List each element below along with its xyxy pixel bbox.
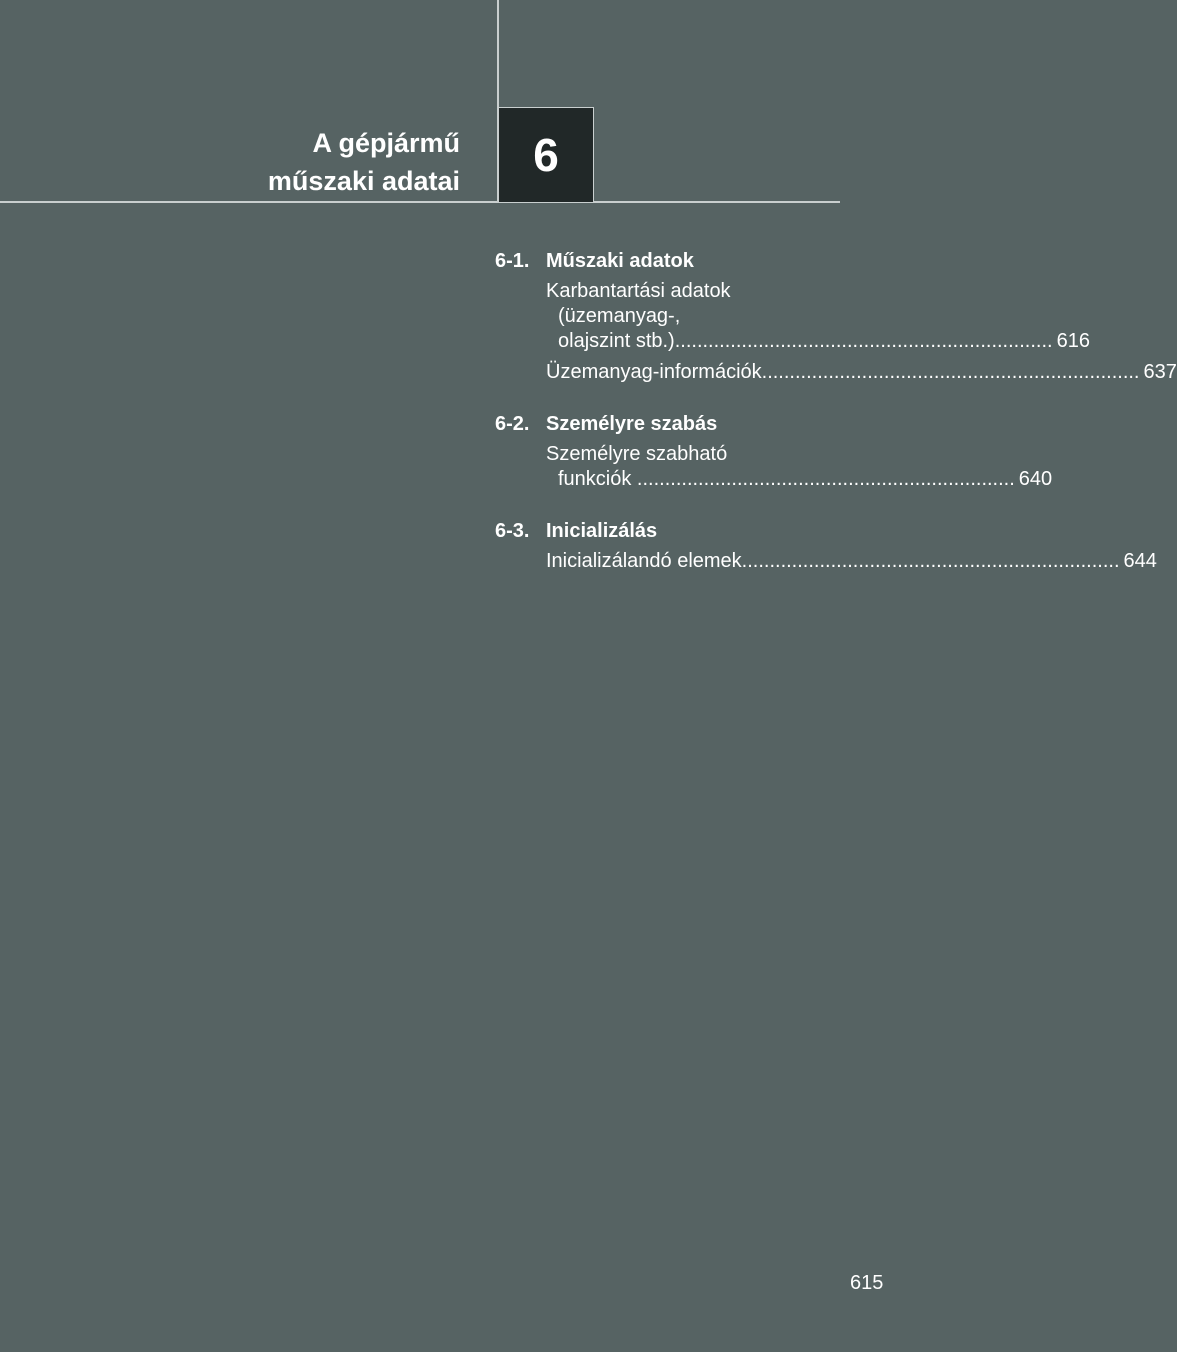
toc-entry[interactable] — [546, 360, 1177, 385]
section-number: 6-3. — [495, 520, 530, 542]
toc-entry[interactable] — [546, 279, 1090, 354]
section-heading[interactable] — [495, 246, 840, 276]
section-title: Műszaki adatok — [546, 250, 694, 272]
entry-text-line: (üzemanyag-, — [558, 305, 681, 327]
toc-section-6-3 — [495, 516, 1157, 574]
header-horizontal-rule — [0, 201, 840, 203]
entry-text-line: Karbantartási adatok — [546, 280, 731, 302]
chapter-title — [268, 124, 460, 200]
dot-leader: .................................................................... — [674, 330, 1053, 352]
section-title: Inicializálás — [546, 520, 658, 542]
entry-page-number: 640 — [1018, 468, 1053, 490]
toc-section-6-2 — [495, 409, 1053, 492]
entry-page-number: 637 — [1143, 361, 1177, 383]
entry-last-line — [546, 549, 1157, 574]
chapter-title-line-1: A gépjármű — [312, 128, 460, 158]
section-heading[interactable] — [495, 409, 840, 439]
section-number: 6-1. — [495, 250, 530, 272]
entry-text-line: Üzemanyag-információk — [546, 361, 762, 383]
dot-leader: .................................................................... — [631, 468, 1015, 490]
section-title: Személyre szabás — [546, 413, 718, 435]
toc-entry[interactable] — [546, 442, 1053, 492]
entry-text-line: Inicializálandó elemek — [546, 550, 742, 572]
entry-text-line: olajszint stb.) — [558, 330, 675, 352]
page-number: 615 — [850, 1272, 884, 1294]
entry-last-line — [546, 360, 1177, 385]
toc-section-6-1 — [495, 246, 1177, 385]
chapter-title-line-2: műszaki adatai — [267, 166, 460, 196]
section-number: 6-2. — [495, 413, 530, 435]
dot-leader: .................................................................... — [741, 550, 1120, 572]
dot-leader: .................................................................... — [761, 361, 1140, 383]
section-heading[interactable] — [495, 516, 840, 546]
table-of-contents — [495, 246, 1177, 598]
entry-page-number: 616 — [1056, 330, 1090, 352]
entry-last-line — [546, 329, 1090, 354]
chapter-number-tab — [499, 107, 594, 202]
entry-last-line — [546, 467, 1053, 492]
entry-text-line: funkciók — [558, 468, 632, 490]
chapter-number: 6 — [533, 129, 559, 181]
toc-entry[interactable] — [546, 549, 1157, 574]
entry-text-line: Személyre szabható — [546, 443, 728, 465]
entry-page-number: 644 — [1123, 550, 1157, 572]
